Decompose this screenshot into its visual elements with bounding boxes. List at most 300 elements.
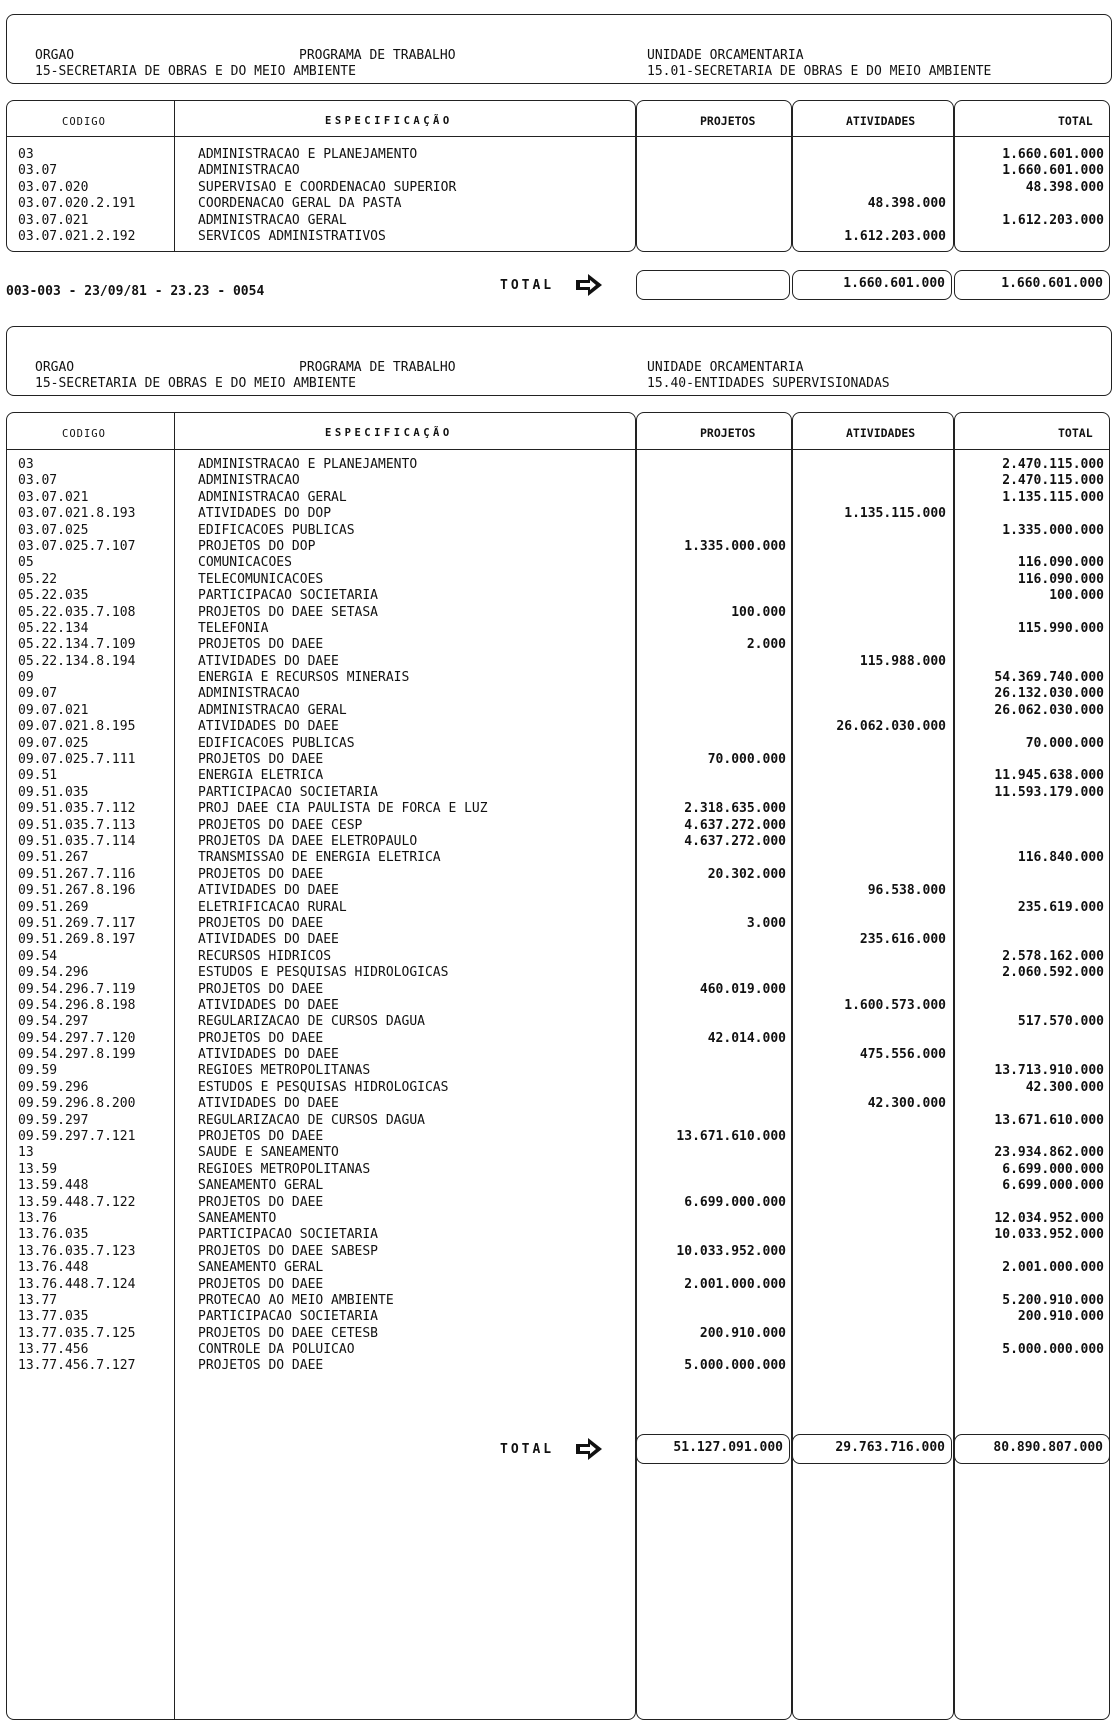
atividades-cell [796, 1080, 946, 1096]
atividades-cell [796, 457, 946, 473]
especificacao-cell: ADMINISTRACAO E PLANEJAMENTO [198, 457, 418, 472]
total-cell [958, 834, 1104, 850]
total-cell [958, 229, 1104, 245]
especificacao-cell: PROJETOS DO DAEE [198, 1030, 324, 1046]
projetos-cell: 1.335.000.000 [684, 538, 786, 554]
atividades-cell [796, 1113, 946, 1129]
section1-total-total: 1.660.601.000 [954, 270, 1110, 300]
projetos-header: PROJETOS [700, 426, 756, 440]
orgao-label: ORGAO [35, 360, 75, 375]
projetos-cell [640, 572, 786, 588]
codigo-cell: 09.51.035.7.113 [18, 817, 136, 833]
especificacao-cell: ATIVIDADES DO DAEE [198, 1096, 339, 1112]
atividades-cell: 115.988.000 [859, 653, 946, 669]
total-cell: 70.000.000 [1025, 735, 1104, 751]
total-cell: 2.470.115.000 [1002, 473, 1104, 489]
projetos-cell: 3.000 [746, 915, 786, 931]
codigo-cell: 13.59.448.7.122 [18, 1194, 136, 1210]
atividades-cell [796, 1277, 946, 1293]
especificacao-cell: TELEFONIA [198, 620, 269, 636]
codigo-cell: 09.54.297.8.199 [18, 1047, 136, 1063]
atividades-cell [796, 490, 946, 506]
especificacao-cell: SANEAMENTO [198, 1210, 277, 1226]
especificacao-cell: PROJ DAEE CIA PAULISTA DE FORCA E LUZ [198, 801, 488, 817]
projetos-cell [640, 1227, 786, 1243]
atividades-cell [796, 213, 946, 229]
total-cell: 11.593.179.000 [994, 784, 1104, 800]
atividades-cell: 96.538.000 [867, 883, 946, 899]
total-cell [958, 801, 1104, 817]
projetos-cell: 20.302.000 [707, 866, 786, 882]
especificacao-cell: PROJETOS DO DAEE [198, 1358, 324, 1374]
atividades-cell [796, 834, 946, 850]
projetos-cell: 10.033.952.000 [676, 1243, 786, 1259]
codigo-cell: 09.07.025 [18, 735, 89, 751]
total-cell: 48.398.000 [1025, 179, 1104, 195]
atividades-cell [796, 1326, 946, 1342]
total-cell: 1.660.601.000 [1002, 163, 1104, 179]
orgao-value: 15-SECRETARIA DE OBRAS E DO MEIO AMBIENTE [35, 376, 356, 391]
codigo-cell: 13.77.456.7.127 [18, 1358, 136, 1374]
total-cell: 23.934.862.000 [994, 1145, 1104, 1161]
atividades-cell: 26.062.030.000 [836, 719, 946, 735]
orgao-value: 15-SECRETARIA DE OBRAS E DO MEIO AMBIENTE [35, 64, 356, 79]
total-header: TOTAL [1058, 114, 1093, 128]
projetos-cell [640, 523, 786, 539]
especificacao-cell: SANEAMENTO GERAL [198, 1178, 324, 1194]
total-cell [958, 1047, 1104, 1063]
programa-label: PROGRAMA DE TRABALHO [299, 48, 456, 63]
projetos-cell [640, 621, 786, 637]
projetos-cell [640, 965, 786, 981]
atividades-cell: 235.616.000 [859, 932, 946, 948]
atividades-cell [796, 801, 946, 817]
projetos-cell [640, 506, 786, 522]
atividades-cell [796, 605, 946, 621]
atividades-cell [796, 473, 946, 489]
total-cell [958, 1195, 1104, 1211]
codigo-header: CODIGO [62, 116, 106, 128]
total-cell [958, 196, 1104, 212]
especificacao-cell: ATIVIDADES DO DAEE [198, 997, 339, 1013]
atividades-cell [796, 1211, 946, 1227]
total-cell: 5.000.000.000 [1002, 1342, 1104, 1358]
print-stamp: 003-003 - 23/09/81 - 23.23 - 0054 [6, 284, 265, 299]
atividades-cell [796, 916, 946, 932]
projetos-cell: 13.671.610.000 [676, 1129, 786, 1145]
total-cell: 13.713.910.000 [994, 1063, 1104, 1079]
total-cell [958, 539, 1104, 555]
projetos-cell [640, 686, 786, 702]
total-cell: 116.090.000 [1017, 555, 1104, 571]
codigo-cell: 03.07.021 [18, 212, 89, 228]
codigo-cell: 09.51.269.8.197 [18, 932, 136, 948]
unidade-value: 15.01-SECRETARIA DE OBRAS E DO MEIO AMBIENTE [647, 64, 992, 79]
atividades-cell [796, 867, 946, 883]
total-cell: 200.910.000 [1017, 1309, 1104, 1325]
atividades-cell [796, 163, 946, 179]
total-cell [958, 1244, 1104, 1260]
codigo-cell: 05.22.134 [18, 620, 89, 636]
total-cell [958, 932, 1104, 948]
codigo-cell: 13.76.448.7.124 [18, 1276, 136, 1292]
codigo-cell: 09.54.297.7.120 [18, 1030, 136, 1046]
codigo-cell: 09.59.296 [18, 1079, 89, 1095]
codigo-cell: 13.77.035.7.125 [18, 1325, 136, 1341]
projetos-cell [640, 670, 786, 686]
arrow-right-icon [574, 272, 604, 298]
codigo-cell: 03 [18, 457, 34, 472]
total-cell [958, 1358, 1104, 1374]
projetos-cell: 460.019.000 [699, 981, 786, 997]
atividades-cell: 475.556.000 [859, 1047, 946, 1063]
codigo-divider [174, 413, 175, 1719]
projetos-header: PROJETOS [700, 114, 756, 128]
total-cell [958, 752, 1104, 768]
codigo-cell: 03.07 [18, 473, 58, 489]
atividades-cell [796, 686, 946, 702]
especificacao-cell: PARTICIPACAO SOCIETARIA [198, 1309, 379, 1325]
projetos-cell [640, 1309, 786, 1325]
atividades-cell [796, 539, 946, 555]
projetos-cell [640, 1096, 786, 1112]
atividades-cell [796, 572, 946, 588]
atividades-cell [796, 1309, 946, 1325]
total-cell: 116.090.000 [1017, 571, 1104, 587]
codigo-cell: 05.22.134.8.194 [18, 653, 136, 669]
total-cell: 42.300.000 [1025, 1079, 1104, 1095]
projetos-cell: 4.637.272.000 [684, 833, 786, 849]
codigo-cell: 09.07.021.8.195 [18, 719, 136, 735]
especificacao-cell: PROJETOS DO DAEE SABESP [198, 1243, 379, 1259]
especificacao-cell: ENERGIA ELETRICA [198, 768, 324, 784]
atividades-cell [796, 1063, 946, 1079]
codigo-cell: 03.07.020 [18, 179, 89, 195]
atividades-cell [796, 1293, 946, 1309]
especificacao-list [198, 147, 628, 245]
especificacao-cell: PROJETOS DO DAEE [198, 637, 324, 653]
codigo-cell: 03 [18, 147, 34, 162]
total-cell: 116.840.000 [1017, 850, 1104, 866]
especificacao-header: ESPECIFICAÇÃO [325, 115, 453, 127]
total-cell [958, 1277, 1104, 1293]
atividades-cell [796, 1178, 946, 1194]
codigo-cell: 13 [18, 1145, 34, 1161]
projetos-cell [640, 654, 786, 670]
especificacao-cell: PARTICIPACAO SOCIETARIA [198, 1227, 379, 1243]
codigo-cell: 13.59 [18, 1161, 58, 1177]
total-label: TOTAL [500, 278, 555, 293]
especificacao-cell: TELECOMUNICACOES [198, 571, 324, 587]
especificacao-cell: PROJETOS DO DAEE CETESB [198, 1325, 379, 1341]
codigo-cell: 13.77.035 [18, 1309, 89, 1325]
especificacao-cell: ATIVIDADES DO DAEE [198, 932, 339, 948]
projetos-cell [640, 785, 786, 801]
projetos-cell [640, 490, 786, 506]
codigo-cell: 09 [18, 670, 34, 686]
codigo-cell: 09.54.297 [18, 1014, 89, 1030]
codigo-cell: 09.54 [18, 948, 58, 964]
atividades-cell [796, 1244, 946, 1260]
especificacao-cell: PROJETOS DO DAEE [198, 915, 324, 931]
codigo-cell: 09.59 [18, 1063, 58, 1079]
projetos-cell: 6.699.000.000 [684, 1194, 786, 1210]
total-cell [958, 1326, 1104, 1342]
atividades-cell [796, 523, 946, 539]
projetos-cell [640, 1047, 786, 1063]
section2-total-atividades: 29.763.716.000 [792, 1434, 952, 1464]
total-cell: 1.612.203.000 [1002, 212, 1104, 228]
especificacao-cell: COORDENACAO GERAL DA PASTA [198, 196, 402, 212]
projetos-cell [640, 1145, 786, 1161]
especificacao-cell: PROJETOS DO DAEE [198, 1129, 324, 1145]
projetos-cell [640, 1063, 786, 1079]
atividades-list [796, 457, 946, 1375]
total-cell [958, 883, 1104, 899]
header-divider [6, 449, 1110, 450]
atividades-cell [796, 1145, 946, 1161]
codigo-list [18, 147, 168, 245]
especificacao-list [198, 457, 628, 1375]
codigo-cell: 03.07.021.8.193 [18, 506, 136, 522]
projetos-cell [640, 1293, 786, 1309]
codigo-divider [174, 101, 175, 251]
unidade-label: UNIDADE ORCAMENTARIA [647, 48, 804, 63]
total-cell: 6.699.000.000 [1002, 1178, 1104, 1194]
atividades-cell [796, 982, 946, 998]
codigo-cell: 09.51.267.7.116 [18, 866, 136, 882]
total-cell [958, 998, 1104, 1014]
especificacao-cell: PROJETOS DO DOP [198, 538, 316, 554]
atividades-cell [796, 703, 946, 719]
especificacao-cell: SAUDE E SANEAMENTO [198, 1145, 339, 1161]
atividades-cell [796, 949, 946, 965]
total-cell: 12.034.952.000 [994, 1210, 1104, 1226]
codigo-cell: 03.07 [18, 163, 58, 179]
total-cell: 2.578.162.000 [1002, 948, 1104, 964]
codigo-cell: 05.22 [18, 571, 58, 587]
total-cell [958, 916, 1104, 932]
atividades-cell [796, 965, 946, 981]
atividades-cell [796, 670, 946, 686]
projetos-cell [640, 1211, 786, 1227]
codigo-cell: 09.59.297.7.121 [18, 1129, 136, 1145]
programa-label: PROGRAMA DE TRABALHO [299, 360, 456, 375]
codigo-cell: 09.59.297 [18, 1112, 89, 1128]
especificacao-cell: REGIOES METROPOLITANAS [198, 1063, 371, 1079]
especificacao-cell: PROJETOS DO DAEE [198, 752, 324, 768]
codigo-cell: 09.51.035.7.112 [18, 801, 136, 817]
atividades-cell: 1.600.573.000 [844, 997, 946, 1013]
codigo-cell: 13.59.448 [18, 1178, 89, 1194]
projetos-cell [640, 949, 786, 965]
orgao-label: ORGAO [35, 48, 75, 63]
codigo-cell: 09.54.296 [18, 965, 89, 981]
total-cell: 2.001.000.000 [1002, 1260, 1104, 1276]
projetos-cell: 2.000 [746, 637, 786, 653]
total-cell: 115.990.000 [1017, 620, 1104, 636]
especificacao-cell: SERVICOS ADMINISTRATIVOS [198, 228, 386, 244]
codigo-cell: 09.07.025.7.111 [18, 752, 136, 768]
atividades-cell [796, 1260, 946, 1276]
arrow-right-icon [574, 1436, 604, 1462]
total-cell: 11.945.638.000 [994, 768, 1104, 784]
projetos-cell [640, 768, 786, 784]
especificacao-cell: PROJETOS DO DAEE SETASA [198, 604, 379, 620]
especificacao-cell: PROJETOS DO DAEE CESP [198, 817, 363, 833]
projetos-cell [640, 1260, 786, 1276]
total-cell: 13.671.610.000 [994, 1112, 1104, 1128]
especificacao-cell: ATIVIDADES DO DAEE [198, 1047, 339, 1063]
codigo-cell: 13.76 [18, 1210, 58, 1226]
codigo-cell: 09.59.296.8.200 [18, 1096, 136, 1112]
especificacao-cell: ADMINISTRACAO GERAL [198, 212, 347, 228]
projetos-cell: 200.910.000 [699, 1325, 786, 1341]
especificacao-cell: ENERGIA E RECURSOS MINERAIS [198, 670, 410, 686]
projetos-cell: 4.637.272.000 [684, 817, 786, 833]
projetos-cell [640, 1162, 786, 1178]
projetos-cell: 2.318.635.000 [684, 801, 786, 817]
projetos-list [640, 457, 786, 1375]
total-list [958, 147, 1104, 245]
total-cell [958, 654, 1104, 670]
total-cell: 2.060.592.000 [1002, 965, 1104, 981]
codigo-cell: 03.07.025 [18, 522, 89, 538]
total-cell: 1.660.601.000 [1002, 147, 1104, 162]
section1-header [6, 14, 1112, 84]
projetos-cell [640, 555, 786, 571]
atividades-cell [796, 752, 946, 768]
total-cell [958, 982, 1104, 998]
projetos-cell [640, 932, 786, 948]
codigo-cell: 09.51.267 [18, 850, 89, 866]
total-cell: 6.699.000.000 [1002, 1161, 1104, 1177]
projetos-cell [640, 457, 786, 473]
especificacao-cell: PARTICIPACAO SOCIETARIA [198, 588, 379, 604]
total-cell: 1.135.115.000 [1002, 489, 1104, 505]
atividades-cell [796, 637, 946, 653]
especificacao-cell: PROTECAO AO MEIO AMBIENTE [198, 1292, 394, 1308]
especificacao-cell: EDIFICACOES PUBLICAS [198, 522, 355, 538]
especificacao-cell: PROJETOS DO DAEE [198, 981, 324, 997]
especificacao-cell: ADMINISTRACAO GERAL [198, 702, 347, 718]
projetos-cell: 2.001.000.000 [684, 1276, 786, 1292]
projetos-cell [640, 850, 786, 866]
especificacao-cell: REGULARIZACAO DE CURSOS DAGUA [198, 1112, 425, 1128]
total-list [958, 457, 1104, 1375]
codigo-cell: 09.51.267.8.196 [18, 883, 136, 899]
especificacao-cell: CONTROLE DA POLUICAO [198, 1342, 355, 1358]
total-cell [958, 719, 1104, 735]
codigo-cell: 03.07.020.2.191 [18, 196, 136, 212]
codigo-cell: 09.54.296.8.198 [18, 997, 136, 1013]
especificacao-cell: ELETRIFICACAO RURAL [198, 899, 347, 915]
total-cell: 100.000 [1049, 588, 1104, 604]
total-cell: 26.062.030.000 [994, 702, 1104, 718]
section1-total-projetos [636, 270, 790, 300]
total-cell: 2.470.115.000 [1002, 457, 1104, 472]
especificacao-cell: COMUNICACOES [198, 555, 292, 571]
total-cell: 10.033.952.000 [994, 1227, 1104, 1243]
especificacao-cell: ESTUDOS E PESQUISAS HIDROLOGICAS [198, 1079, 449, 1095]
atividades-cell: 48.398.000 [867, 196, 946, 212]
codigo-cell: 09.51.269.7.117 [18, 915, 136, 931]
total-cell [958, 506, 1104, 522]
atividades-list [796, 147, 946, 245]
atividades-cell [796, 1195, 946, 1211]
total-cell [958, 637, 1104, 653]
atividades-cell [796, 850, 946, 866]
especificacao-cell: REGULARIZACAO DE CURSOS DAGUA [198, 1014, 425, 1030]
projetos-cell [640, 703, 786, 719]
especificacao-cell: EDIFICACOES PUBLICAS [198, 735, 355, 751]
especificacao-cell: TRANSMISSAO DE ENERGIA ELETRICA [198, 850, 441, 866]
especificacao-cell: ATIVIDADES DO DAEE [198, 719, 339, 735]
total-header: TOTAL [1058, 426, 1093, 440]
especificacao-cell: ADMINISTRACAO [198, 473, 300, 489]
projetos-cell: 70.000.000 [707, 752, 786, 768]
codigo-cell: 09.07.021 [18, 702, 89, 718]
especificacao-cell: PROJETOS DO DAEE [198, 866, 324, 882]
codigo-cell: 09.51.035.7.114 [18, 833, 136, 849]
projetos-cell [640, 1014, 786, 1030]
codigo-cell: 09.51.035 [18, 784, 89, 800]
atividades-cell [796, 180, 946, 196]
total-cell: 517.570.000 [1017, 1014, 1104, 1030]
codigo-header: CODIGO [62, 428, 106, 440]
especificacao-header: ESPECIFICAÇÃO [325, 427, 453, 439]
codigo-list [18, 457, 168, 1375]
atividades-header: ATIVIDADES [846, 114, 916, 128]
section1-total-atividades: 1.660.601.000 [792, 270, 952, 300]
atividades-cell [796, 900, 946, 916]
total-cell [958, 818, 1104, 834]
atividades-cell [796, 768, 946, 784]
projetos-cell [640, 473, 786, 489]
especificacao-cell: ESTUDOS E PESQUISAS HIDROLOGICAS [198, 965, 449, 981]
codigo-cell: 03.07.025.7.107 [18, 538, 136, 554]
especificacao-cell: ATIVIDADES DO DAEE [198, 883, 339, 899]
total-cell: 1.335.000.000 [1002, 522, 1104, 538]
atividades-cell [796, 1227, 946, 1243]
atividades-cell: 42.300.000 [867, 1096, 946, 1112]
projetos-cell [640, 1113, 786, 1129]
atividades-header: ATIVIDADES [846, 426, 916, 440]
codigo-cell: 05.22.035 [18, 588, 89, 604]
atividades-cell [796, 1162, 946, 1178]
projetos-cell [640, 900, 786, 916]
codigo-cell: 09.07 [18, 686, 58, 702]
codigo-cell: 09.51 [18, 768, 58, 784]
atividades-cell [796, 588, 946, 604]
codigo-cell: 13.76.035 [18, 1227, 89, 1243]
especificacao-cell: PROJETOS DO DAEE [198, 1276, 324, 1292]
atividades-cell [796, 736, 946, 752]
codigo-cell: 05 [18, 555, 34, 571]
codigo-cell: 09.51.269 [18, 899, 89, 915]
total-cell [958, 1096, 1104, 1112]
atividades-cell [796, 785, 946, 801]
especificacao-cell: ATIVIDADES DO DAEE [198, 653, 339, 669]
projetos-cell [640, 1178, 786, 1194]
codigo-cell: 13.76.448 [18, 1260, 89, 1276]
unidade-label: UNIDADE ORCAMENTARIA [647, 360, 804, 375]
atividades-cell [796, 818, 946, 834]
total-cell: 54.369.740.000 [994, 670, 1104, 686]
especificacao-cell: REGIOES METROPOLITANAS [198, 1161, 371, 1177]
codigo-cell: 13.77 [18, 1292, 58, 1308]
unidade-value: 15.40-ENTIDADES SUPERVISIONADAS [647, 376, 890, 391]
